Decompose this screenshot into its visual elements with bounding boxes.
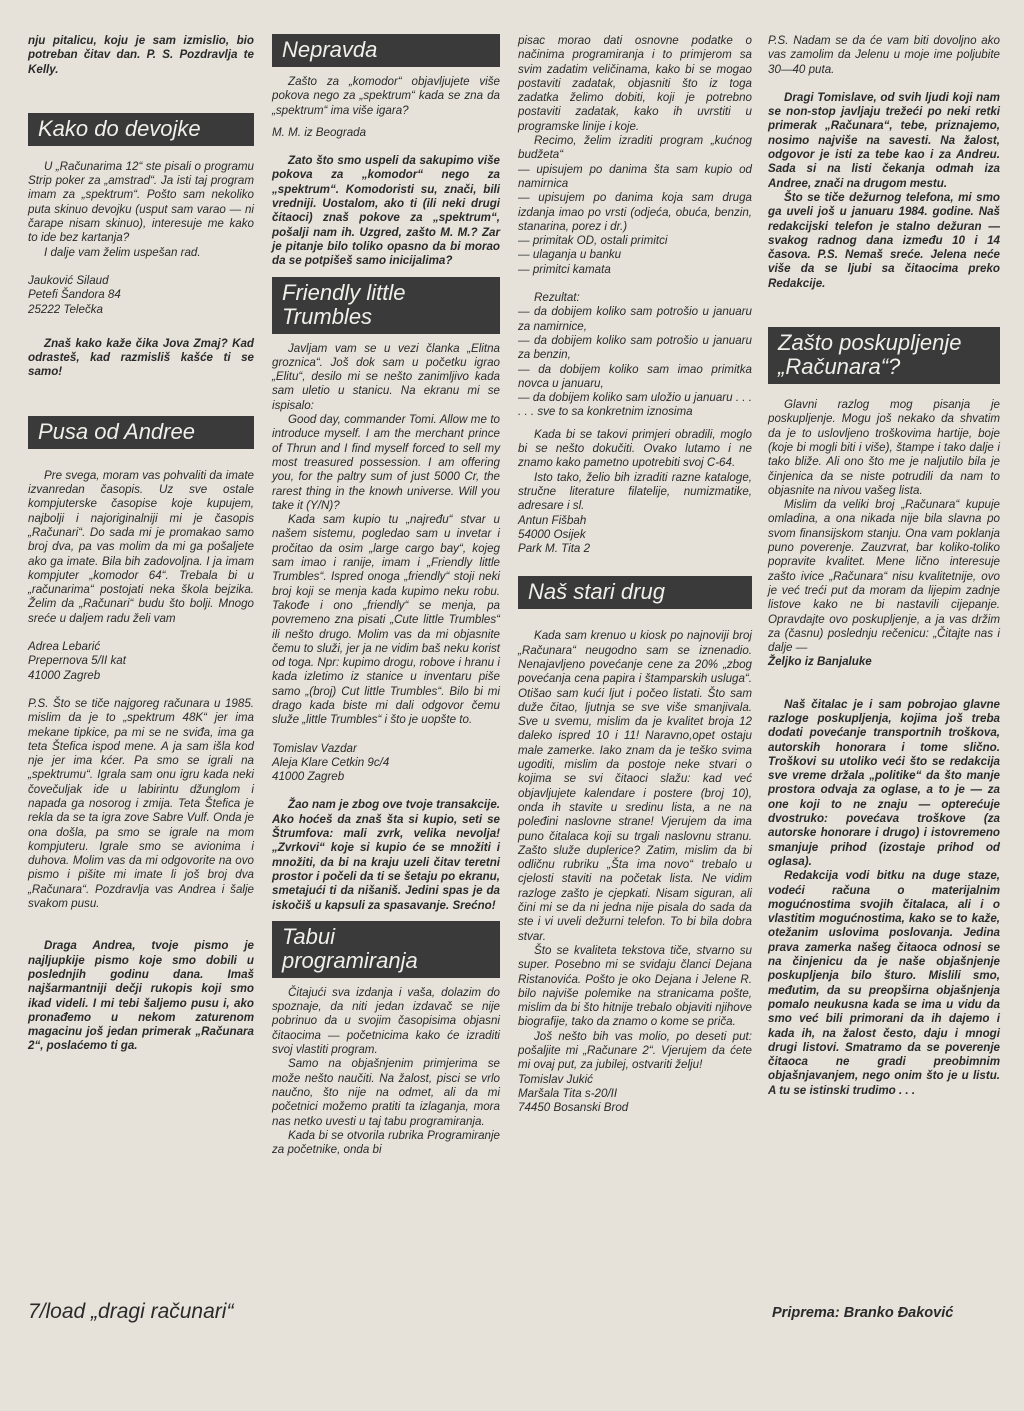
sender-street: Aleja Klare Cetkin 9c/4	[272, 755, 390, 769]
letter-text: Čitajući sva izdanja i vaša, dolazim do spoznaje, da niti jedan izdavač se nije pobrinuo da u svojim časopisima objasni čitaocima — početnicima kako će izraditi svoj vlastiti program.	[272, 985, 500, 1057]
section-title: Friendly little Trumbles	[272, 277, 500, 334]
list-item: — upisujem po danima šta sam kupio od namirnica	[518, 162, 752, 190]
letter-text: Još nešto bih vas molio, po deseti put: pošaljite mi „Računare 2“. Vjerujem da ćete mi ovaj put, za jubilej, ostvariti želju!	[518, 1029, 752, 1072]
sender-city: 74450 Bosanski Brod	[518, 1101, 629, 1115]
sender-name: Adrea Lebarić	[28, 640, 101, 654]
reply-text: nju pitalicu, koju je sam izmislio, bio potreban čitav dan. P. S. Pozdravlja te Kelly.	[28, 34, 254, 76]
reply-text: Draga Andrea, tvoje pismo je najljupkije pismo koje smo dobili u poslednjih godinu dana. Imaš najšarmantniji dečji rukopis koji smo ikad videli. I mi tebi šaljemo pusu i, ako pronađemo u nekom zaturenom magacinu još jedan primerak „Računara 2“, poslaćemo ti ga.	[28, 939, 254, 1053]
reply-text: Redakcija vodi bitku na duge staze, vodeći računa o materijalnim mogućnostima svojih čitalaca, ali i o vlastitim mogućnostima, kako se to kaže, otežanim uslovima poslovanja. Jedina prava zamerka našeg čitaoca odnosi se na činjenicu da je naše objašnjenje poskupljenja bilo šturo. Mislili smo, međutim, da su preopširna objašnjenja pomalo neukusna kada se ima u vidu da smo već bili primorani da ih dajemo i kada ih, na žalost često, daju i mnogi drugi listovi. Smatramo da se poverenje čitaoca ne gradi preobimnim objašnjavanjem, nego onim što je u listu. A tu se istinski trudimo . . .	[768, 869, 1000, 1097]
editor-credit: Priprema: Branko Đaković	[772, 1305, 954, 1321]
list-item: . . . sve to sa konkretnim iznosima	[518, 405, 693, 419]
section-title: Zašto poskupljenje „Računara“?	[768, 327, 1000, 384]
sender-street: Petefi Šandora 84	[28, 288, 121, 302]
page-footer-label: 7/load „dragi računari“	[28, 1300, 234, 1323]
section-title: Tabui programiranja	[272, 921, 500, 978]
sender-city: 41000 Zagreb	[28, 668, 101, 682]
letter-text: Isto tako, želio bih izraditi razne kataloge, stručne literature filatelije, numizmatike, adresare i sl.	[518, 470, 752, 513]
letter-text: pisac morao dati osnovne podatke o načinima programiranja i to primjerom sa svim zadatim veličinama, kako bi se mogao postaviti zadatak, objasniti što iz toga zadatka želimo dobiti, koji je potrebno postaviti zadatak, kako ih uvrstiti u programske linije i koje.	[518, 34, 752, 133]
column-1	[28, 34, 254, 1054]
section-title: Naš stari drug	[518, 576, 752, 609]
sender-street: Prepernova 5/II kat	[28, 654, 126, 668]
sender-city: 41000 Zagreb	[272, 770, 345, 784]
reply-text: Što se tiče dežurnog telefona, mi smo ga uveli još u januaru 1984. godine. Naš redakcijski telefon je stalno dežuran — svakog radnog dana između 10 i 14 časova. P.S. Nemaš sreće. Jelena neće više da se ljubi sa čitaocima preko Redakcije.	[768, 190, 1000, 290]
letter-text: Mislim da veliki broj „Računara“ kupuje omladina, a ona nikada nije bila slavna po svom finansijskom stanju. Ona vam poklanja puno poverenje. Zauzvrat, bar koliko-toliko popravite kvalitet. Mene lično interesuje zašto ivice „Računara“ nisu kvalitetnije, ovo je već treći put da moram da lijepim zadnje listove kako ne bi nastavili cijepanje. Opravdajte ovo poskupljenje, a ja vas držim za (časnu) poslednju rečenicu: „Čitajte nas i dalje —	[768, 498, 1000, 655]
letter-text: Good day, commander Tomi. Allow me to introduce myself. I am the merchant prince of Thrun and I find myself forced to sell my most treasured possession. I am offering you, for the paltry sum of just 5000 Cr, the rarest thing in the knowh universe. Will you take it (Y/N)?	[272, 413, 500, 512]
list-item: — da dobijem koliko sam potrošio u januaru za benzin,	[518, 333, 752, 362]
sender-street: Maršala Tita s-20/II	[518, 1086, 618, 1100]
letter-postscript: P.S. Nadam se da će vam biti dovoljno ako vas zamolim da Jelenu u moje ime poljubite 30—40 puta.	[768, 34, 1000, 76]
letter-text: Javljam vam se u vezi članka „Elitna groznica“. Još dok sam u početku igrao „Elitu“, desilo mi se nešto zanimljivo kada sam uletio u stanicu. Na ekranu mi se ispisalo:	[272, 341, 500, 412]
section-title: Kako do devojke	[28, 113, 254, 146]
list-item: — primitak OD, ostali primitci	[518, 234, 668, 248]
section-title: Nepravda	[272, 34, 500, 67]
list-item: — da dobijem koliko sam imao primitka novca u januaru,	[518, 362, 752, 390]
list-item: — ulaganja u banku	[518, 248, 622, 262]
sender-name: Jauković Silaud	[28, 273, 109, 287]
column-3	[518, 34, 752, 1115]
letter-text: Kada sam krenuo u kiosk po najnoviji broj „Računara“ neugodno sam se iznenadio. Nenajavljeno povećanje cene za 20% „zbog povećanja cena papira i štamparskih usluga“. Otišao sam kući ljut i počeo listati. Što sam duže čitao, ljutnja se sve više smanjivala. Sve u svemu, mislim da je kvalitet broja 12 daleko ispred 10 i 11! Naravno,opet ostaju male zamerke. Iako znam da je teško svima ugoditi, mislim da postoje neke stvari o kojima se svi čitaoci slažu: kad već objavljujete kalendare i postere (broj 10), onda ih stavite u sredinu lista, a ne na poleđini naslovne strane! Vjerujem da ima puno čitalaca koji su trgali naslovnu stranu. Zašto služe duplerice? Zatim, mislim da bi odličnu rubriku „Šta ima novo“ trebalo u cjelosti staviti na početak lista. Ne vidim razloge zašto je cjepkati. Nisam siguran, ali čini mi se da ni jedna nije pisala do sada da ste i vi uveli dežurni telefon. To bi bila dobra stvar.	[518, 629, 752, 943]
sender-name: Tomislav Jukić	[518, 1072, 593, 1086]
sender-street: Park M. Tita 2	[518, 542, 591, 556]
list-item: — da dobijem koliko sam potrošio u januaru za namirnice,	[518, 305, 752, 333]
reply-text: Dragi Tomislave, od svih ljudi koji nam se non-stop javljaju trežeći po neki retki primerak „Računara“, tebe, priznajemo, nosimo najviše na savesti. Na žalost, odgovor je isti za tebe kao i za Andreu. Sada si na listi čekanja odmah iza Andree, znači na drugom mestu.	[768, 90, 1000, 190]
letter-postscript: P.S. Što se tiče najgoreg računara u 1985. mislim da je to „spektrum 48K“ jer ima mekane tipkice, pa mi se ne sviđa, ima ga teta Štefica ispod mene. A ja sam išla kod nje jer ima kćer. Pa smo se igrali na „spektrumu“. Igrala sam onu igru kada neki čovečuljak ide u labirintu džunglom i napada ga nosorog i zmija. Teta Štefica je rekla da se ta igra zove Sabre Vulf. Onda je ona došla, pa smo se igrale na mom kompjuteru. Igrale smo se avionima i duhova. Molim vas da mi odgovorite na ovo pismo i pišite mi imate li još broj dva „Računara“. Pozdravlja vas Andrea i šalje svakom pusu.	[28, 696, 254, 911]
letter-text: U „Računarima 12“ ste pisali o programu Strip poker za „amstrad“. Ja isti taj program imam za „spektrum“. Pošto sam nekoliko puta skinuo devojku (usput sam varao — ni čarape nisam skinuo), interesuje me kako to ide bez kartanja?	[28, 159, 254, 245]
letter-text: Glavni razlog mog pisanja je poskupljenje. Mogu još nekako da shvatim da je to uslovljeno troškovima hartije, boje (koje bi mogli biti i više), štampe i tako dalje i tako bliže. Ali ono što me je naljutilo bila je činjenica da se niste potrudili da nam to objasnite na nivou vašeg lista.	[768, 398, 1000, 497]
letter-text: Recimo, želim izraditi program „kućnog budžeta“	[518, 134, 752, 162]
letter-text: Kada sam kupio tu „najređu“ stvar u našem sistemu, pogledao sam u invetar i pročitao da osim „large cargo bay“, kojeg sam imao i ranije, imam i „Friendly little Trumbles“. Ispred onoga „friendly“ stoji neki broj koji se menja kada kupimo neku robu. Takođe i ono „friendly“ se menja, pa povremeno zna pisati „Cute little Trumbles“ ili nešto drugo. Molim vas da mi objasnite čemu to služi, jer ja ne vidim baš neku korist od toga. Npr: kupimo drogu, robove i hranu i kada izletimo iz stanice u inventaru piše samo „(broj) Cut little Trumbles“. Bilo bi mi drago kada biste mi dali odgovor čemu služe „little Trumbles“ i što je uopšte to.	[272, 513, 500, 727]
section-title: Pusa od Andree	[28, 416, 254, 449]
sender-city: 54000 Osijek	[518, 527, 586, 541]
sender-name: Antun Fišbah	[518, 513, 587, 527]
column-4	[768, 34, 1000, 1098]
letter-text: Što se kvaliteta tekstova tiče, stvarno su super. Posebno mi se svidaju članci Dejana Ristanovića. Pošto je oko Dejana i Jelene R. bilo najviše polemike na stranicama pošte, mislim da bi što hitnije trebalo objaviti njihove biografije, tako da znamo o kome se priča.	[518, 943, 752, 1029]
sender-city: 25222 Telečka	[28, 302, 103, 316]
letter-text: I dalje vam želim uspešan rad.	[44, 245, 201, 259]
list-item: — da dobijem koliko sam uložio u januaru . . .	[518, 391, 752, 405]
sender-signature: Željko iz Banjaluke	[768, 655, 872, 669]
list-item: — primitci kamata	[518, 262, 611, 276]
sender-name: Tomislav Vazdar	[272, 741, 357, 755]
letter-text: Pre svega, moram vas pohvaliti da imate izvanredan časopis. Uz sve ostale kompjuterske časopise koje kupujem, najbolji i najoriginalniji mi je časopis „Računari“. Do sada mi je promakao samo broj dva, pa vas molim da mi ga pošaljete ako ga imate. Bila bih zadovoljna. I ja imam kompjuter „komodor 64“. Trebala bi u „računarima“ postojati neka škola bejzika. Želim da „Računari“ budu što bolji. Mnogo sreće u daljem radu želi vam	[28, 468, 254, 625]
reply-text: Naš čitalac je i sam pobrojao glavne razloge poskupljenja, kojima još treba dodati povećanje transportnih troškova, autorskih honorara i tome slično. Troškovi su utoliko veći što se redakcija sve vreme držala „politike“ da što manje prostora odvaja za oglase, a to je — za one koji to ne znaju — opterećuje dvostruko: povećava troškove (za autorske honorare i drugo) i istovremeno smanjuje prihod (izostaje prihod od oglasa).	[768, 697, 1000, 868]
reply-text: Znaš kako kaže čika Jova Zmaj? Kad odrasteš, kad razmisliš kašće ti se samo!	[28, 336, 254, 379]
reply-text: Žao nam je zbog ove tvoje transakcije. Ako hoćeš da znaš šta si kupio, seti se Štrumfova: mali zvrk, velika nevolja! „Zvrkovi“ koje si kupio će se množiti i množiti, da bi na kraju uzeli čitav teretni prostor i počeli da ti se šetaju po ekranu, smetajući ti da nišaniš. Jedini spas je da iskočiš u kapsuli za spasavanje. Srećno!	[272, 798, 500, 912]
letter-text: Rezultat:	[534, 291, 580, 305]
reply-text: Zato što smo uspeli da sakupimo više pokova za „komodor“ nego za „spektrum“. Komodoristi su, znači, bili vredniji. Uostalom, ako ti (ili neki drugi čitaoci) znaš pokove za „spektrum“, pošalji nam ih. Uzgred, zašto M. M.? Zar je pitanje bilo toliko opasno da bi morao da se potpišeš samo inicijalima?	[272, 154, 500, 268]
letter-text: Kada bi se otvorila rubrika Programiranje za početnike, onda bi	[272, 1128, 500, 1157]
letter-text: Samo na objašnjenim primjerima se može nešto naučiti. Na žalost, pisci se vrlo naučno, što nije na odmet, ali da mi početnici možemo pratiti ta izlaganja, mora nas netko uvesti u taj tabu programiranja.	[272, 1057, 500, 1128]
letter-text: Zašto za „komodor“ objavljujete više pokova nego za „spektrum“ kada se zna da „spektrum“ ima više igara?	[272, 75, 500, 117]
letter-text: Kada bi se takovi primjeri obradili, moglo bi se nešto dokučiti. Ovako lutamo i ne znamo kako pametno upotrebiti svoj C-64.	[518, 427, 752, 470]
list-item: — upisujem po danima koja sam druga izdanja imao po vrsti (odjeća, obuća, benzin, stanarina, porez i dr.)	[518, 191, 752, 233]
column-2	[272, 34, 500, 1157]
sender-name: M. M. iz Beograda	[272, 125, 367, 139]
